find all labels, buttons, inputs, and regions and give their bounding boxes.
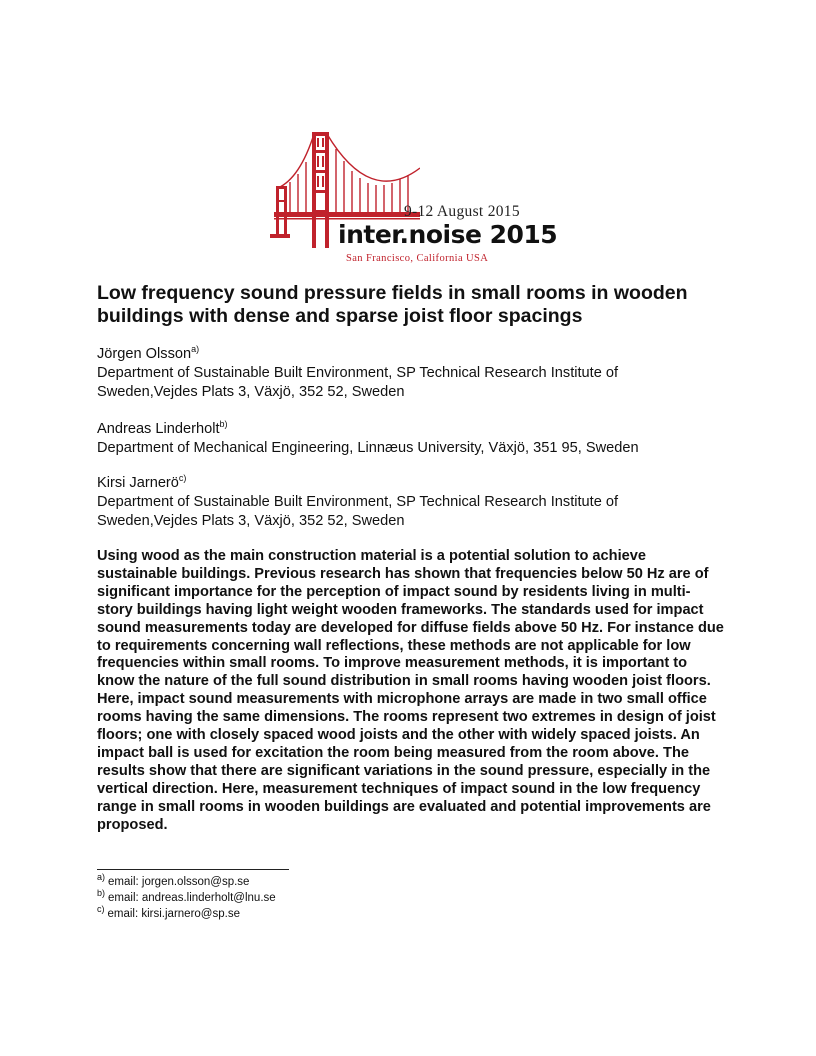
author-mark: b): [219, 419, 228, 430]
footnote-divider: [97, 869, 289, 870]
author-affiliation: Sweden,Vejdes Plats 3, Växjö, 352 52, Sweden: [97, 384, 405, 400]
conference-name: inter.noise 2015: [338, 220, 558, 249]
footnote-email: email: kirsi.jarnero@sp.se: [107, 908, 240, 920]
author-name: Jörgen Olsson$^{a)}$: [97, 344, 200, 362]
paper-title: Low frequency sound pressure fields in small rooms in wooden buildings with dense and sparse joist floor spacings: [97, 282, 688, 327]
footnotes: [97, 874, 276, 922]
footnote: [97, 906, 276, 922]
conference-logo: [270, 128, 558, 268]
author-affiliation: Department of Mechanical Engineering, Linnæus University, Växjö, 351 95, Sweden: [97, 440, 639, 456]
footnote-mark: c): [97, 904, 105, 915]
footnote: [97, 890, 276, 906]
author-name: Kirsi Jarnerö$^{c)}$: [97, 473, 187, 491]
author-block: [97, 345, 737, 402]
author-name: Andreas Linderholt$^{b)}$: [97, 419, 228, 437]
footnote-mark: b): [97, 888, 106, 899]
author-affiliation: Department of Sustainable Built Environment, SP Technical Research Institute of: [97, 494, 619, 510]
author-affiliation: Sweden,Vejdes Plats 3, Växjö, 352 52, Sweden: [97, 513, 405, 529]
author-mark: a): [191, 344, 200, 355]
author-mark: c): [178, 473, 187, 484]
conference-location: San Francisco, California USA: [346, 253, 489, 264]
footnote-email: email: jorgen.olsson@sp.se: [108, 876, 250, 888]
author-block: [97, 474, 737, 531]
footnote-mark: a): [97, 872, 106, 883]
abstract: Using wood as the main construction material is a potential solution to achieve sustainable buildings. Previous research has shown that frequencies below 50 Hz are of significant importance for the perception of impact sound by residents living in multi-story buildings having light weight wooden frameworks. The standards used for impact sound measurements today are developed for diffuse fields above 50 Hz. For instance due to requirements concerning wall reflections, these methods are not applicable for low frequencies within small rooms. To improve measurement methods, it is important to know the nature of the full sound distribution in small rooms having wooden joist floors. Here, impact sound measurements with microphone arrays are made in two small office rooms having the same dimensions. The rooms represent two extremes in design of joist floors; one with closely spaced wood joists and the other with widely spaced joists. An impact ball is used for excitation the room being measured from the room above. The results show that there are significant variations in the sound pressure, especially in the vertical direction. Here, measurement techniques of impact sound in the low frequency range in small rooms in wooden buildings are evaluated and potential improvements are proposed.: [97, 548, 724, 833]
author-affiliation: Department of Sustainable Built Environment, SP Technical Research Institute of: [97, 365, 619, 381]
conference-date: 9-12 August 2015: [404, 203, 520, 220]
footnote-email: email: andreas.linderholt@lnu.se: [108, 892, 276, 904]
footnote: [97, 874, 276, 890]
author-block: [97, 420, 737, 458]
